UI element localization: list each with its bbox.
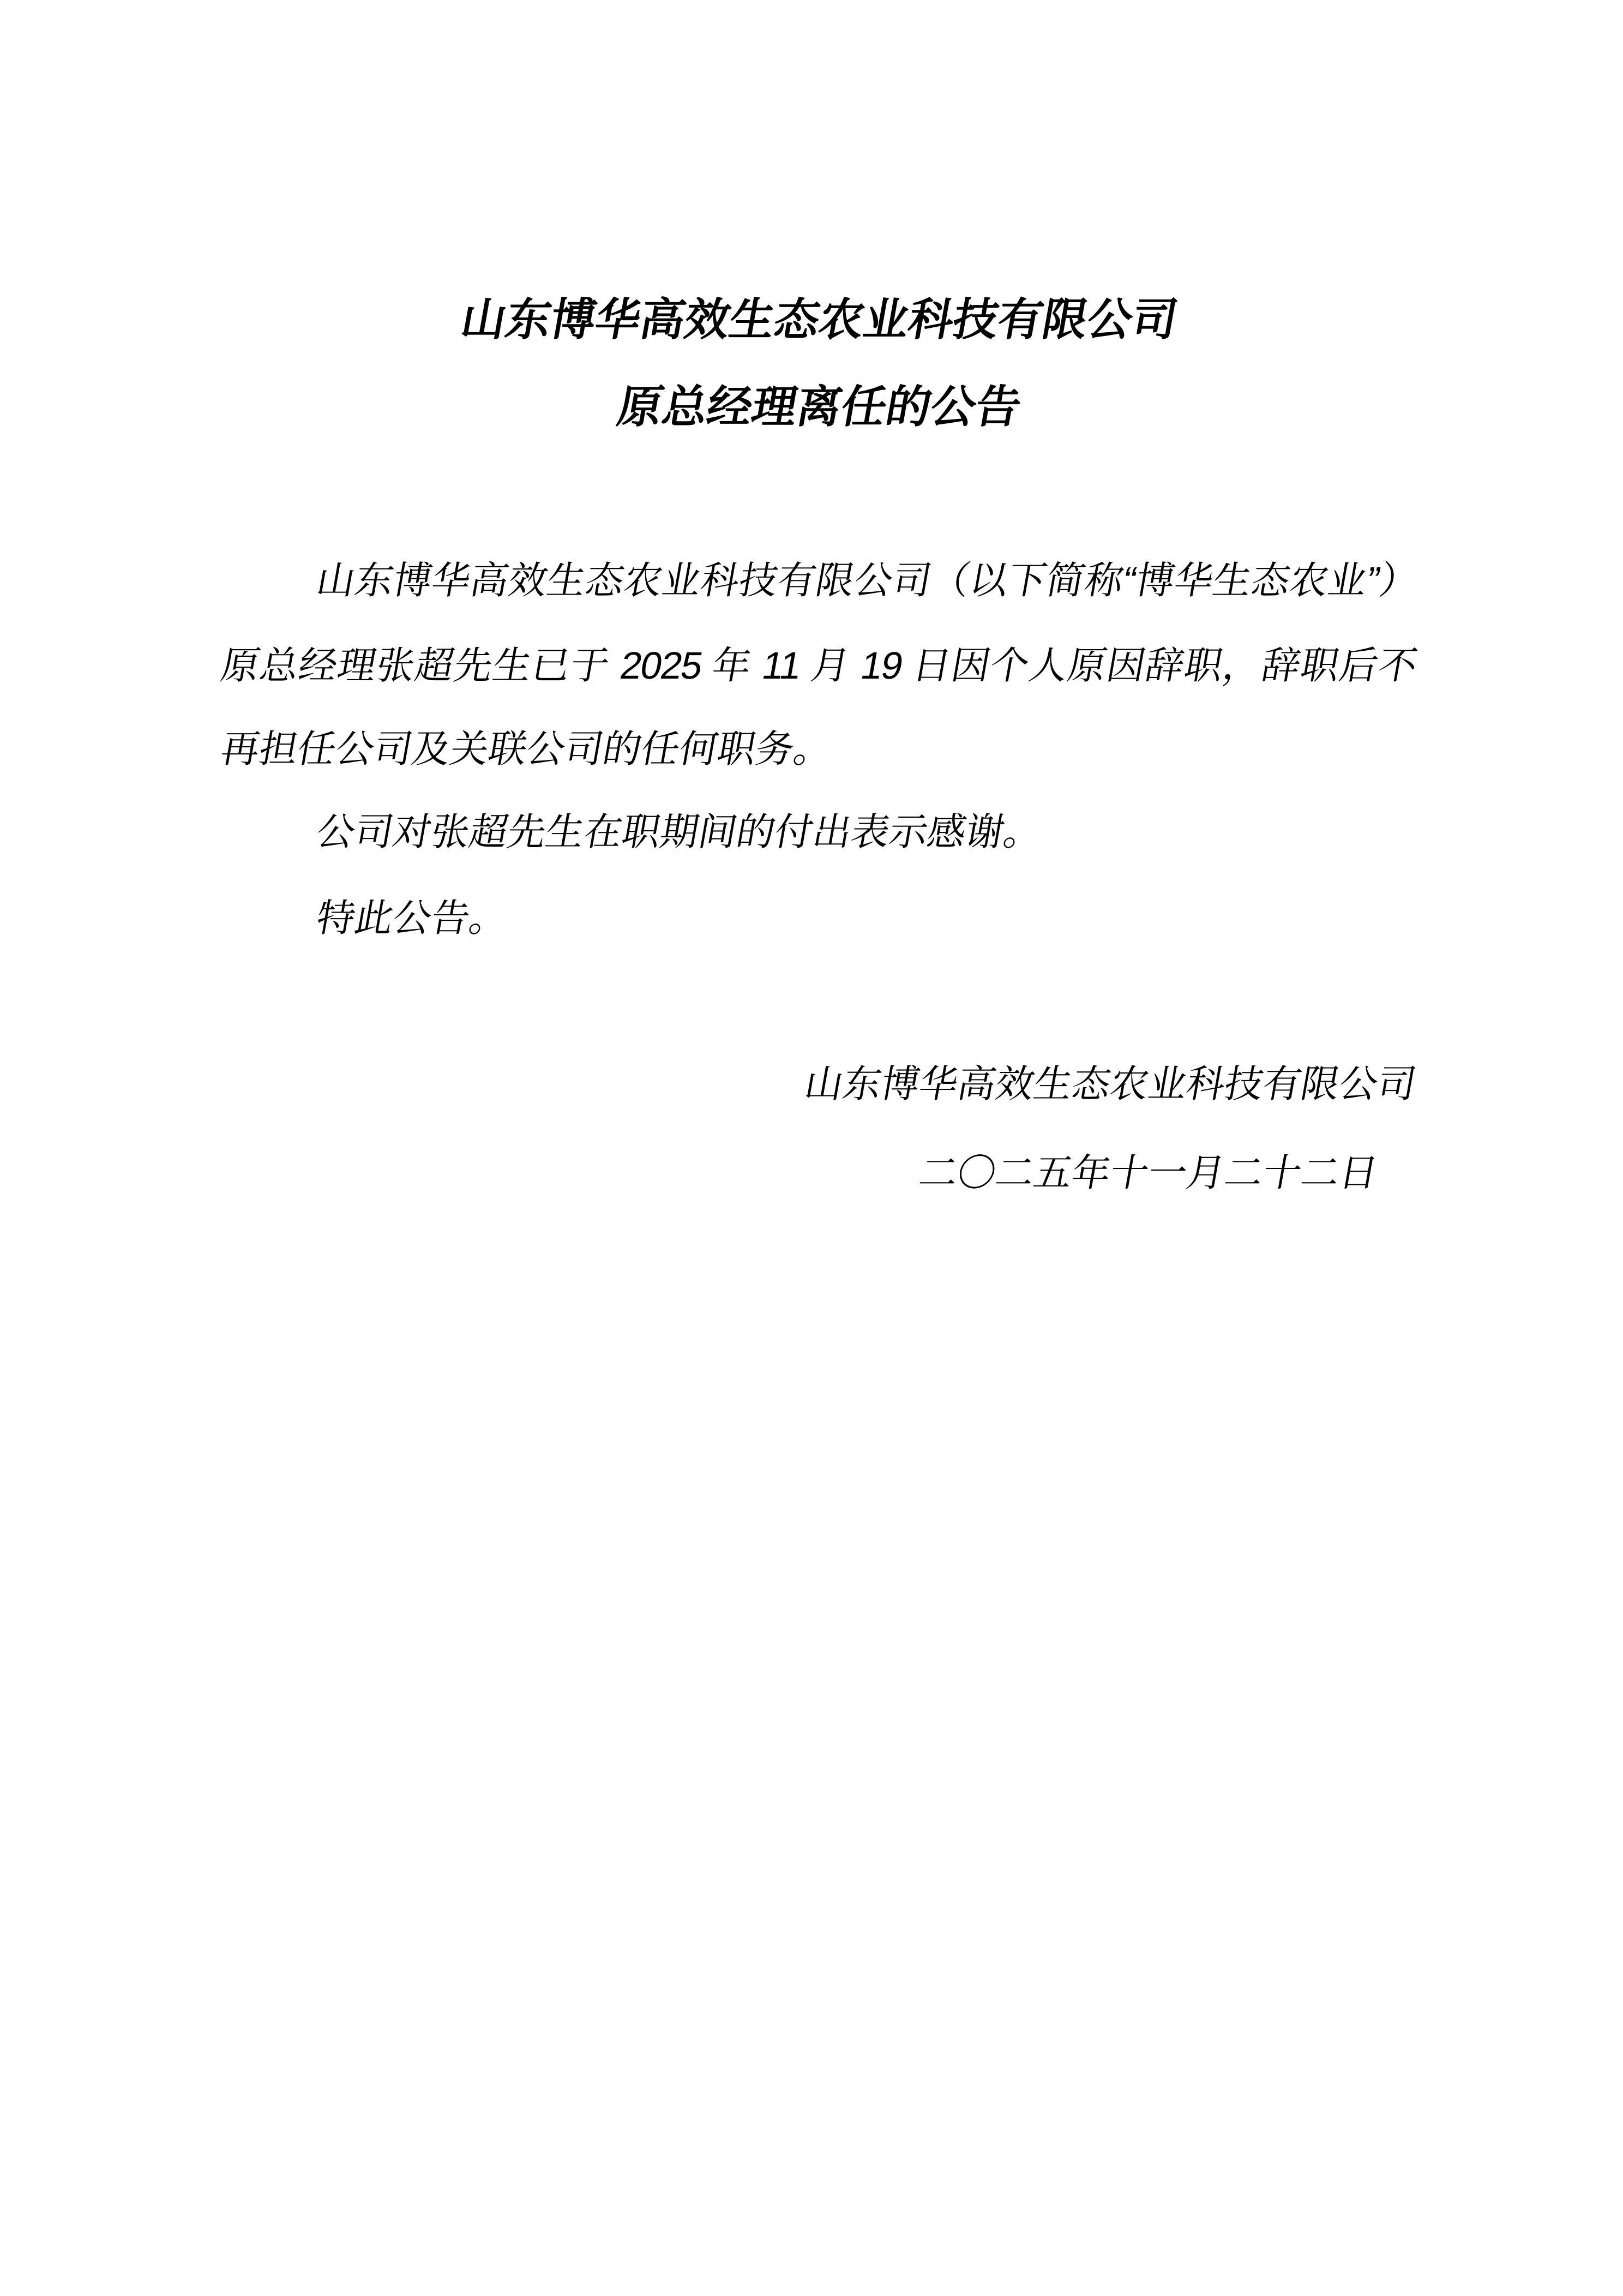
document-title-line1: 山东博华高效生态农业科技有限公司 bbox=[457, 295, 1182, 345]
signature-date: 二〇二五年十一月二十二日 bbox=[916, 1152, 1382, 1194]
body-paragraph2-line1: 公司对张超先生在职期间的付出表示感谢。 bbox=[313, 811, 1047, 853]
document-title-line2: 原总经理离任的公告 bbox=[614, 382, 1025, 432]
body-paragraph1-line1: 山东博华高效生态农业科技有限公司（以下简称“博华生态农业”） bbox=[313, 559, 1420, 602]
closing-statement-line: 特此公告。 bbox=[313, 897, 512, 939]
signature-company-name: 山东博华高效生态农业科技有限公司 bbox=[801, 1063, 1420, 1105]
body-paragraph1-line3: 再担任公司及关联公司的任何职务。 bbox=[218, 728, 837, 770]
body-paragraph1-line2: 原总经理张超先生已于 2025 年 11 月 19 日因个人原因辞职，辞职后不 bbox=[218, 644, 1420, 687]
